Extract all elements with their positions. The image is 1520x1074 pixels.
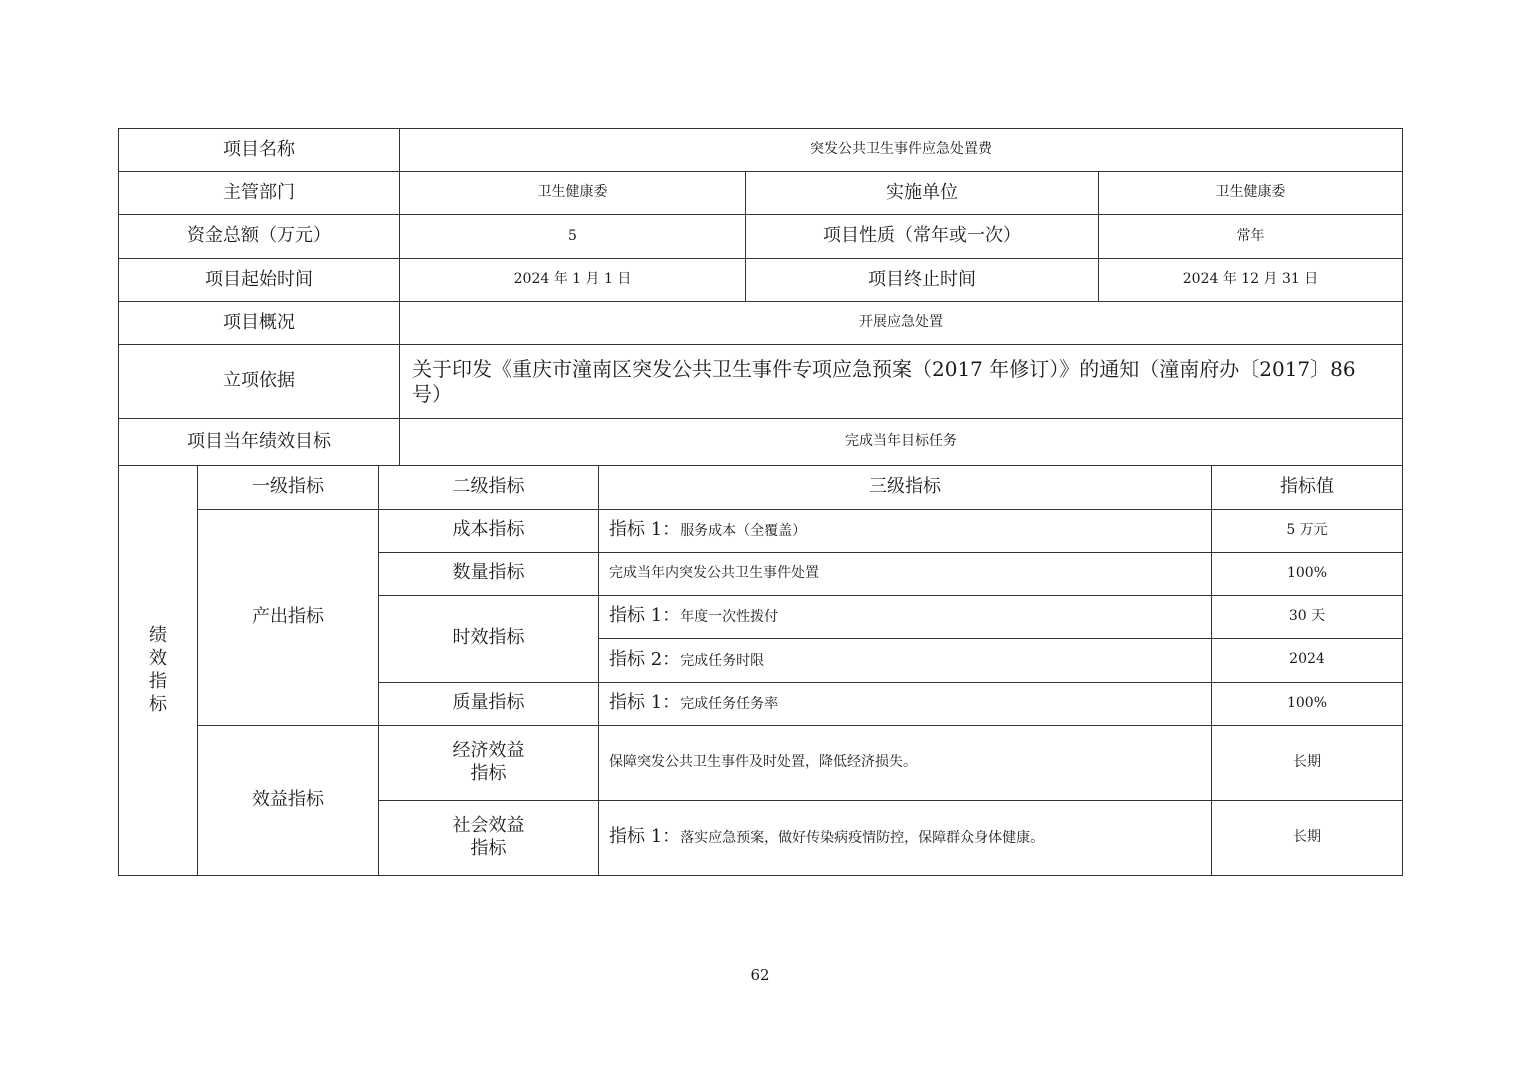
quality-indicator-label: 质量指标 — [379, 682, 599, 725]
table-row — [119, 509, 1403, 552]
economic-benefit-desc: 保障突发公共卫生事件及时处置，降低经济损失。 — [599, 725, 1212, 800]
performance-indicators-text: 绩效指标 — [149, 624, 167, 715]
indicator-prefix: 指标 1： — [609, 519, 681, 541]
timeliness-indicator-label: 时效指标 — [379, 595, 599, 682]
social-benefit-value: 长期 — [1212, 800, 1403, 875]
overview-label: 项目概况 — [119, 302, 400, 345]
social-benefit-label-line1: 社会效益 — [452, 815, 525, 836]
fund-total-label: 资金总额（万元） — [119, 215, 400, 259]
project-name-value: 突发公共卫生事件应急处置费 — [400, 129, 1403, 172]
economic-benefit-label-line1: 经济效益 — [452, 740, 525, 761]
project-nature-value: 常年 — [1099, 215, 1403, 259]
quantity-indicator-label: 数量指标 — [379, 552, 599, 595]
quantity-indicator-desc: 完成当年内突发公共卫生事件处置 — [599, 552, 1212, 595]
header-level2: 二级指标 — [379, 465, 599, 509]
row-basis — [119, 345, 1403, 419]
row-dates — [119, 259, 1403, 302]
project-nature-label: 项目性质（常年或一次） — [746, 215, 1099, 259]
economic-benefit-value: 长期 — [1212, 725, 1403, 800]
cost-indicator-label: 成本指标 — [379, 509, 599, 552]
indicator-prefix: 指标 1： — [609, 826, 681, 848]
cost-indicator-desc — [599, 509, 1212, 552]
timeliness-indicator-value-1: 30 天 — [1212, 595, 1403, 638]
start-time-label: 项目起始时间 — [119, 259, 400, 302]
indicators-header-row — [119, 465, 1403, 509]
implementing-unit-value: 卫生健康委 — [1099, 172, 1403, 215]
output-indicators-label: 产出指标 — [198, 509, 379, 725]
project-info-table — [118, 128, 1403, 466]
indicator-prefix: 指标 1： — [609, 692, 681, 714]
benefit-indicators-label: 效益指标 — [198, 725, 379, 875]
header-value: 指标值 — [1212, 465, 1403, 509]
economic-benefit-label — [379, 725, 599, 800]
timeliness-indicator-value-2: 2024 — [1212, 638, 1403, 682]
header-level3: 三级指标 — [599, 465, 1212, 509]
indicators-table — [118, 465, 1403, 876]
row-fund — [119, 215, 1403, 259]
performance-indicators-label — [119, 465, 198, 875]
overview-value: 开展应急处置 — [400, 302, 1403, 345]
basis-label: 立项依据 — [119, 345, 400, 419]
economic-benefit-label-line2: 指标 — [470, 762, 507, 784]
page-number: 62 — [750, 966, 770, 984]
quality-indicator-value: 100% — [1212, 682, 1403, 725]
timeliness-indicator-desc-1 — [599, 595, 1212, 638]
indicator-text: 年度一次性拨付 — [680, 609, 779, 626]
indicator-prefix: 指标 2： — [609, 648, 681, 670]
end-time-label: 项目终止时间 — [746, 259, 1099, 302]
fund-total-value: 5 — [400, 215, 746, 259]
start-time-value: 2024 年 1 月 1 日 — [400, 259, 746, 302]
social-benefit-label — [379, 800, 599, 875]
row-overview — [119, 302, 1403, 345]
quantity-indicator-value: 100% — [1212, 552, 1403, 595]
indicator-text: 服务成本（全覆盖） — [680, 523, 807, 540]
indicator-text: 完成任务时限 — [680, 652, 765, 669]
annual-goal-value: 完成当年目标任务 — [400, 419, 1403, 466]
end-time-value: 2024 年 12 月 31 日 — [1099, 259, 1403, 302]
implementing-unit-label: 实施单位 — [746, 172, 1099, 215]
indicator-text: 落实应急预案，做好传染病疫情防控，保障群众身体健康。 — [680, 830, 1045, 847]
social-benefit-label-line2: 指标 — [470, 837, 507, 859]
basis-value: 关于印发《重庆市潼南区突发公共卫生事件专项应急预案（2017 年修订）》的通知（潼南府办〔2017〕86 号） — [400, 345, 1403, 419]
department-label: 主管部门 — [119, 172, 400, 215]
project-name-label: 项目名称 — [119, 129, 400, 172]
row-annual-goal — [119, 419, 1403, 466]
table-row — [119, 725, 1403, 800]
row-department — [119, 172, 1403, 215]
indicator-text: 完成任务任务率 — [680, 696, 779, 713]
quality-indicator-desc — [599, 682, 1212, 725]
cost-indicator-value: 5 万元 — [1212, 509, 1403, 552]
header-level1: 一级指标 — [198, 465, 379, 509]
timeliness-indicator-desc-2 — [599, 638, 1212, 682]
annual-goal-label: 项目当年绩效目标 — [119, 419, 400, 466]
indicator-prefix: 指标 1： — [609, 605, 681, 627]
row-project-name — [119, 129, 1403, 172]
department-value: 卫生健康委 — [400, 172, 746, 215]
social-benefit-desc — [599, 800, 1212, 875]
